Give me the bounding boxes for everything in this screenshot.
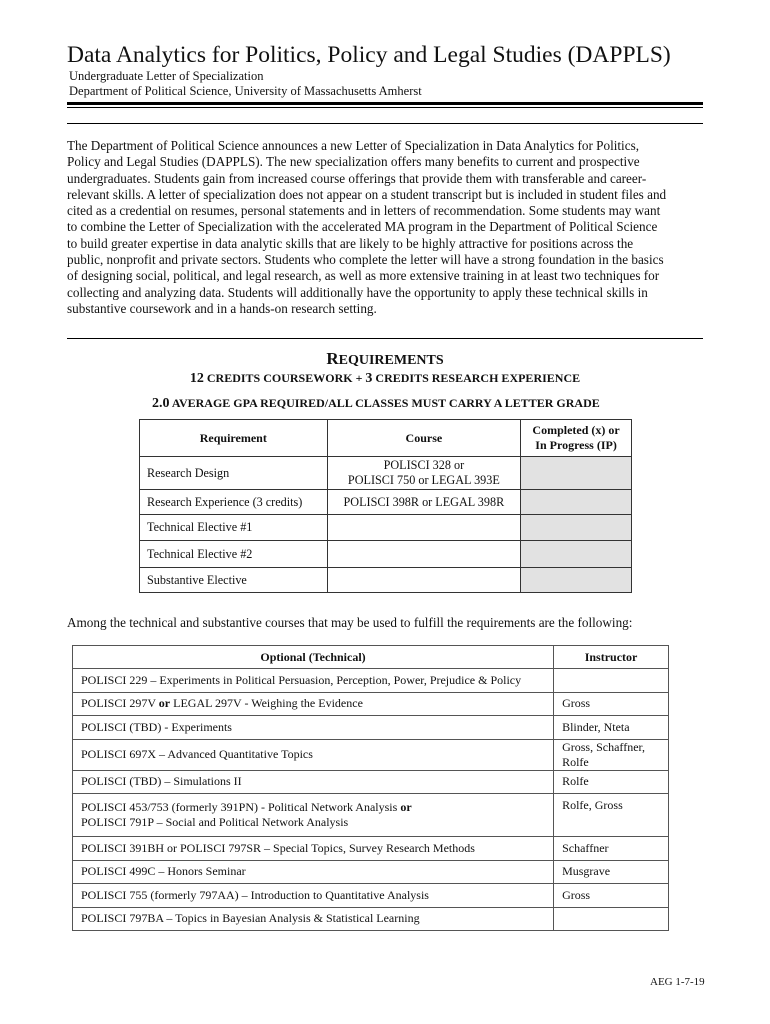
requirements-heading: REQUIREMENTS: [326, 349, 444, 368]
table-row: [140, 457, 632, 490]
intro-paragraph: [67, 138, 707, 317]
section-rule: [67, 123, 703, 124]
course-cell: POLISCI 499C – Honors Seminar: [73, 860, 554, 884]
table-row: [73, 669, 669, 693]
instructor-cell: Gross: [554, 884, 669, 908]
intro-line: cited as a credential on resumes, personal statements and in letters of recommendation. Some students may want: [67, 203, 661, 219]
intro-line: Policy and Legal Studies (DAPPLS). The new specialization offers many benefits to current and prospective: [67, 154, 640, 170]
intro-line: collecting and analyzing data. Students will additionally have the opportunity to apply these technical skills in: [67, 284, 648, 300]
table-row: [73, 692, 669, 716]
completed-field[interactable]: [521, 515, 632, 541]
intro-line: relevant skills. A letter of specialization does not appear on a student transcript but is included in student files and: [67, 186, 667, 202]
instructor-cell: Musgrave: [554, 860, 669, 884]
intro-line: to build greater expertise in data analytic skills that are likely to be highly attractive for positions across the: [67, 235, 634, 251]
instructor-cell: Schaffner: [554, 837, 669, 861]
intro-line: public, nonprofit and private sectors. Students who complete the letter will have a strong foundation in the basics: [67, 252, 664, 268]
course-cell: POLISCI 453/753 (formerly 391PN) - Political Network Analysis or POLISCI 791P – Social and Political Network Analysis: [73, 794, 554, 837]
completed-field[interactable]: [521, 457, 632, 490]
instructor-cell: Rolfe, Gross: [554, 794, 669, 837]
table-row: [140, 515, 632, 541]
instructor-cell: Gross: [554, 692, 669, 716]
footer-code: AEG 1-7-19: [650, 976, 705, 988]
requirement-cell: Substantive Elective: [140, 568, 328, 593]
course-cell: POLISCI (TBD) – Simulations II: [73, 770, 554, 794]
table-row: [73, 770, 669, 794]
course-field[interactable]: [327, 515, 521, 541]
requirement-cell: Research Experience (3 credits): [140, 490, 328, 515]
table-row: [140, 568, 632, 593]
intro-line: to combine the Letter of Specialization with the accelerated MA program in the Department of Political Science: [67, 219, 658, 235]
column-header: Requirement: [140, 420, 328, 457]
optional-courses-table: [72, 645, 669, 931]
requirement-cell: Technical Elective #2: [140, 541, 328, 568]
courses-intro-text: Among the technical and substantive courses that may be used to fulfill the requirements are the following:: [67, 615, 633, 630]
course-cell: POLISCI 755 (formerly 797AA) – Introduction to Quantitative Analysis: [73, 884, 554, 908]
course-field[interactable]: [327, 541, 521, 568]
table-row: [140, 490, 632, 515]
table-header-row: [140, 420, 632, 457]
course-cell: POLISCI 229 – Experiments in Political Persuasion, Perception, Power, Prejudice & Policy: [73, 669, 554, 693]
table-header-row: [73, 646, 669, 669]
course-cell: POLISCI 697X – Advanced Quantitative Topics: [73, 739, 554, 770]
table-row: [73, 716, 669, 740]
intro-line: The Department of Political Science announces a new Letter of Specialization in Data Analytics for Politics,: [67, 138, 640, 153]
table-row: [73, 907, 669, 931]
subtitle-letter: Undergraduate Letter of Specialization: [69, 69, 264, 83]
requirements-table: [139, 419, 632, 593]
table-row: [73, 794, 669, 837]
completed-field[interactable]: [521, 568, 632, 593]
page-title: Data Analytics for Politics, Policy and Legal Studies (DAPPLS): [67, 42, 671, 68]
completed-field[interactable]: [521, 541, 632, 568]
gpa-line: 2.0 AVERAGE GPA REQUIRED/ALL CLASSES MUST CARRY A LETTER GRADE: [152, 396, 600, 411]
table-row: [73, 739, 669, 770]
column-header: Course: [327, 420, 521, 457]
intro-line: of designing social, political, and legal research, as well as more extensive training in at least two techniques for: [67, 268, 660, 284]
requirement-cell: Research Design: [140, 457, 328, 490]
course-cell: POLISCI 297V or LEGAL 297V - Weighing the Evidence: [73, 692, 554, 716]
requirements-rule: [67, 338, 703, 339]
instructor-cell: Rolfe: [554, 770, 669, 794]
course-cell: POLISCI 398R or LEGAL 398R: [327, 490, 521, 515]
course-cell: POLISCI 797BA – Topics in Bayesian Analysis & Statistical Learning: [73, 907, 554, 931]
table-row: [73, 884, 669, 908]
table-row: [73, 860, 669, 884]
requirement-cell: Technical Elective #1: [140, 515, 328, 541]
course-cell: POLISCI (TBD) - Experiments: [73, 716, 554, 740]
course-cell: POLISCI 391BH or POLISCI 797SR – Special Topics, Survey Research Methods: [73, 837, 554, 861]
column-header: Completed (x) or In Progress (IP): [521, 420, 632, 457]
credits-line: 12 CREDITS COURSEWORK + 3 CREDITS RESEARCH EXPERIENCE: [189, 371, 581, 386]
intro-line: substantive coursework and in a hands-on research setting.: [67, 300, 377, 316]
instructor-cell: [554, 907, 669, 931]
instructor-cell: [554, 669, 669, 693]
intro-line: undergraduates. Students gain from increased course offerings that provide them with transferable and career-: [67, 170, 647, 186]
table-row: [140, 541, 632, 568]
course-field[interactable]: [327, 568, 521, 593]
subtitle-department: Department of Political Science, University of Massachusetts Amherst: [69, 84, 422, 98]
table-row: [73, 837, 669, 861]
completed-field[interactable]: [521, 490, 632, 515]
instructor-cell: Blinder, Nteta: [554, 716, 669, 740]
column-header: Optional (Technical): [73, 646, 554, 669]
instructor-cell: Gross, Schaffner, Rolfe: [554, 739, 669, 770]
header-rule-thick: [67, 102, 703, 105]
course-cell: POLISCI 328 or POLISCI 750 or LEGAL 393E: [327, 457, 521, 490]
column-header: Instructor: [554, 646, 669, 669]
header-rule-thin: [67, 107, 703, 108]
